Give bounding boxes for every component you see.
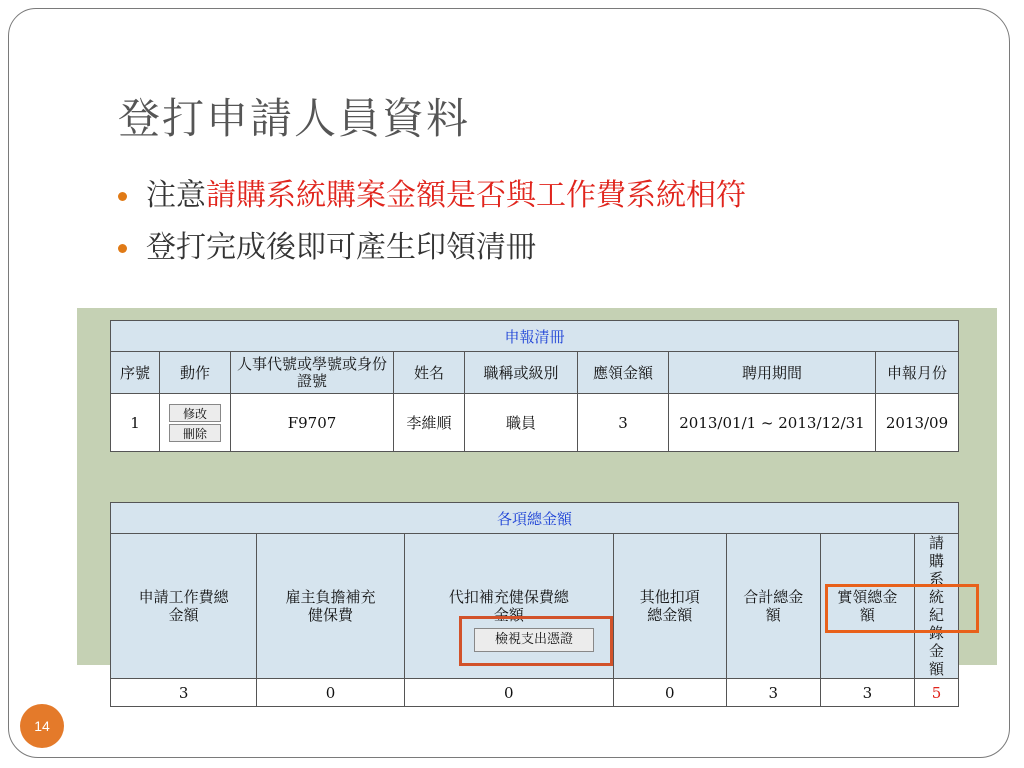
- value-employer-premium: 0: [257, 679, 405, 707]
- cell-name: 李維順: [394, 394, 465, 452]
- header-net-total: 實領總金額: [820, 534, 914, 679]
- bullet-item: [118, 222, 746, 274]
- view-voucher-button[interactable]: 檢視支出憑證: [474, 628, 594, 652]
- highlight-box-purchase-record: [825, 584, 979, 633]
- bullet-dot-icon: [118, 192, 127, 201]
- cell-actions: [160, 394, 231, 452]
- report-list-caption: 申報清冊: [111, 321, 959, 352]
- delete-button[interactable]: 刪除: [169, 424, 221, 442]
- header-purchase-record: 請購系統紀錄金額: [914, 534, 958, 679]
- header-seq: 序號: [111, 352, 160, 394]
- header-action: 動作: [160, 352, 231, 394]
- value-withheld-premium: 0: [404, 679, 613, 707]
- cell-seq: 1: [111, 394, 160, 452]
- header-other-deductions: 其他扣項總金額: [613, 534, 726, 679]
- highlight-box-view-voucher: [459, 616, 613, 666]
- value-other-deductions: 0: [613, 679, 726, 707]
- header-period: 聘用期間: [669, 352, 876, 394]
- bullet-dot-icon: [118, 244, 127, 253]
- header-month: 申報月份: [876, 352, 959, 394]
- header-total-fee: 申請工作費總金額: [111, 534, 257, 679]
- bullet-prefix: 注意: [146, 178, 206, 213]
- table-row: [111, 394, 959, 452]
- cell-job-title: 職員: [465, 394, 578, 452]
- bullet-highlight: 請購系統購案金額是否與工作費系統相符: [206, 178, 746, 213]
- header-id: 人事代號或學號或身份證號: [231, 352, 394, 394]
- header-employer-premium: 雇主負擔補充健保費: [257, 534, 405, 679]
- value-purchase-record: 5: [914, 679, 958, 707]
- header-job-title: 職稱或級別: [465, 352, 578, 394]
- slide-title: 登打申請人員資料: [118, 94, 471, 143]
- bullet-prefix: 登打完成後即可產生印領清冊: [146, 230, 536, 265]
- header-withheld-premium: 代扣補充健保費總金額: [404, 534, 613, 679]
- cell-id: F9707: [231, 394, 394, 452]
- totals-caption: 各項總金額: [111, 503, 959, 534]
- value-net-total: 3: [820, 679, 914, 707]
- value-total-fee: 3: [111, 679, 257, 707]
- table-row: [111, 679, 959, 707]
- bullet-item: [118, 170, 746, 222]
- header-name: 姓名: [394, 352, 465, 394]
- header-sum-total: 合計總金額: [726, 534, 820, 679]
- cell-month: 2013/09: [876, 394, 959, 452]
- bullet-list: [118, 170, 746, 274]
- page-number-badge: 14: [20, 704, 64, 748]
- edit-button[interactable]: 修改: [169, 404, 221, 422]
- header-amount: 應領金額: [578, 352, 669, 394]
- cell-amount: 3: [578, 394, 669, 452]
- cell-period: 2013/01/1 ~ 2013/12/31: [669, 394, 876, 452]
- report-list-table: [110, 320, 959, 452]
- value-sum-total: 3: [726, 679, 820, 707]
